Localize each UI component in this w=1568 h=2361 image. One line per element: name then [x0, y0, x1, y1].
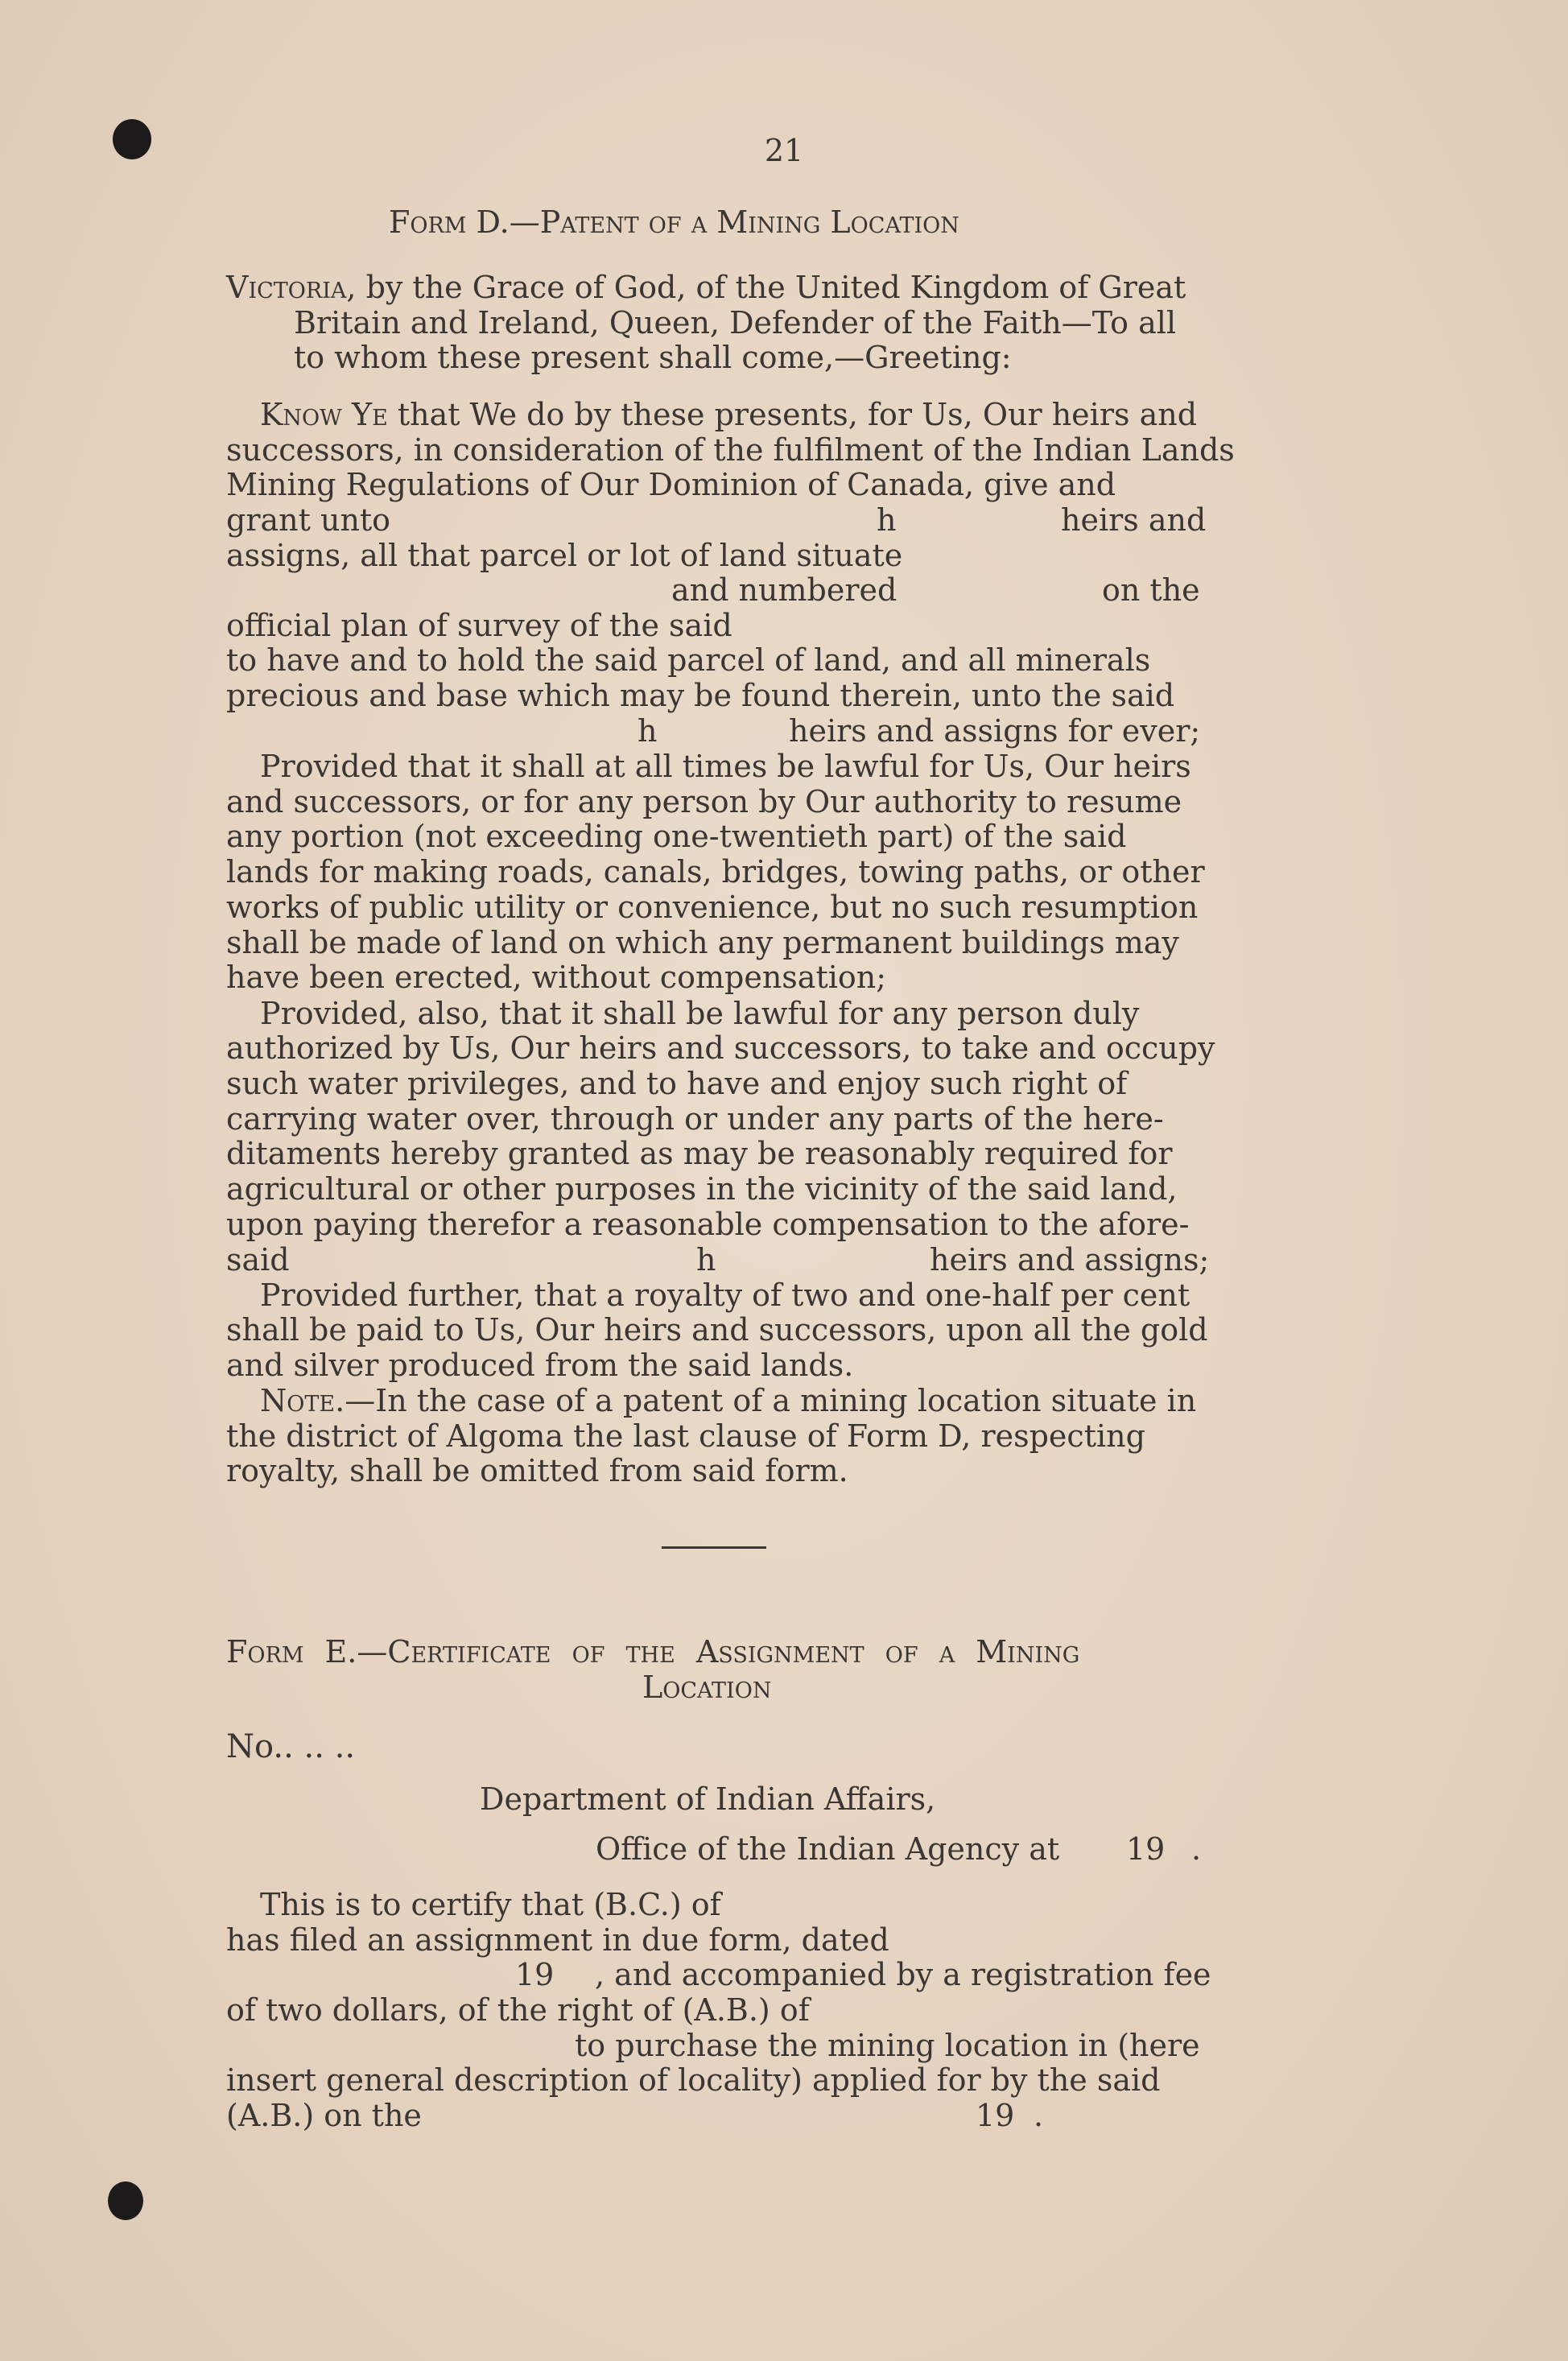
form-e-number: No.. .. ..: [226, 1728, 356, 1765]
form-e-title-line1: Form E.—Certificate of the Assignment of a Mining: [226, 1634, 1080, 1670]
form-d-title: Form D.—Patent of a Mining Location: [389, 204, 959, 240]
form-d-line: Provided that it shall at all times be lawful for Us, Our heirs: [260, 749, 1191, 784]
form-d-line: heirs and assigns for ever;: [789, 713, 1201, 749]
form-e-year: 19: [1126, 1831, 1166, 1867]
form-d-line: shall be paid to Us, Our heirs and successors, upon all the gold: [226, 1312, 1208, 1348]
form-d-note: Note.—In the case of a patent of a mining location situate in: [260, 1383, 1197, 1418]
form-e-line: 19: [515, 1957, 555, 1992]
form-d-line: authorized by Us, Our heirs and successors, to take and occupy: [226, 1030, 1215, 1066]
form-e-line: , and accompanied by a registration fee: [595, 1957, 1211, 1992]
form-e-line: to purchase the mining location in (here: [575, 2028, 1200, 2063]
form-d-line: precious and base which may be found therein, unto the said: [226, 678, 1175, 713]
form-d-line: any portion (not exceeding one-twentieth part) of the said: [226, 819, 1127, 854]
form-d-line: Know Ye that We do by these presents, for Us, Our heirs and: [260, 397, 1198, 432]
form-d-line: h: [877, 502, 897, 538]
form-d-line: h: [638, 713, 658, 749]
form-d-line: have been erected, without compensation;: [226, 960, 887, 995]
form-d-line-0-rest: , by the Grace of God, of the United Kingdom of Great: [346, 270, 1186, 305]
form-d-line: Victoria, by the Grace of God, of the United Kingdom of Great: [226, 270, 1186, 305]
form-d-line: grant unto: [226, 502, 391, 538]
form-d-line: heirs and: [1061, 502, 1207, 538]
form-e-department: Department of Indian Affairs,: [480, 1781, 936, 1817]
form-d-line: works of public utility or convenience, but no such resumption: [226, 890, 1199, 925]
form-d-line: the district of Algoma the last clause of Form D, respecting: [226, 1418, 1145, 1454]
form-e-line: This is to certify that (B.C.) of: [260, 1887, 721, 1922]
form-d-line: such water privileges, and to have and enjoy such right of: [226, 1066, 1128, 1101]
form-d-line: carrying water over, through or under any parts of the here-: [226, 1101, 1164, 1137]
form-d-line: and successors, or for any person by Our authority to resume: [226, 784, 1182, 819]
form-d-line: ditaments hereby granted as may be reasonably required for: [226, 1136, 1173, 1171]
form-d-line: successors, in consideration of the fulfilment of the Indian Lands: [226, 432, 1235, 468]
form-d-line: official plan of survey of the said: [226, 608, 732, 643]
form-e-title-line2: Location: [642, 1670, 772, 1705]
form-d-line: shall be made of land on which any permanent buildings may: [226, 925, 1179, 960]
page-number: 21: [764, 133, 804, 168]
form-d-line: assigns, all that parcel or lot of land situate: [226, 538, 903, 573]
punch-hole-bottom: [108, 2181, 143, 2220]
form-d-line: royalty, shall be omitted from said form.: [226, 1453, 848, 1488]
form-d-line: Provided further, that a royalty of two and one-half per cent: [260, 1277, 1190, 1313]
form-d-line: heirs and assigns;: [930, 1242, 1210, 1277]
form-d-line: to have and to hold the said parcel of land, and all minerals: [226, 642, 1151, 678]
form-d-line: agricultural or other purposes in the vicinity of the said land,: [226, 1171, 1178, 1207]
form-e-line: insert general description of locality) applied for by the said: [226, 2062, 1161, 2098]
form-e-line: has filed an assignment in due form, dated: [226, 1922, 889, 1958]
form-d-line: to whom these present shall come,—Greeting:: [294, 340, 1012, 375]
form-e-period: .: [1191, 1831, 1202, 1867]
form-e-line: of two dollars, of the right of (A.B.) of: [226, 1992, 810, 2028]
form-d-line: and silver produced from the said lands.: [226, 1348, 854, 1383]
form-d-line: Provided, also, that it shall be lawful for any person duly: [260, 996, 1140, 1031]
form-d-line: and numbered: [671, 572, 897, 608]
form-d-line: on the: [1102, 572, 1200, 608]
form-e-line: .: [1034, 2098, 1044, 2133]
form-d-line: said: [226, 1242, 290, 1277]
form-e-line: (A.B.) on the: [226, 2098, 422, 2133]
section-divider: [662, 1546, 766, 1549]
form-e-line: 19: [976, 2098, 1015, 2133]
form-d-line: lands for making roads, canals, bridges, towing paths, or other: [226, 854, 1205, 890]
form-d-line: upon paying therefor a reasonable compensation to the afore-: [226, 1207, 1190, 1242]
form-e-office: Office of the Indian Agency at: [596, 1831, 1060, 1867]
form-d-line: h: [696, 1242, 716, 1277]
form-d-line: Britain and Ireland, Queen, Defender of the Faith—To all: [294, 305, 1177, 341]
form-d-line: Mining Regulations of Our Dominion of Canada, give and: [226, 467, 1116, 502]
